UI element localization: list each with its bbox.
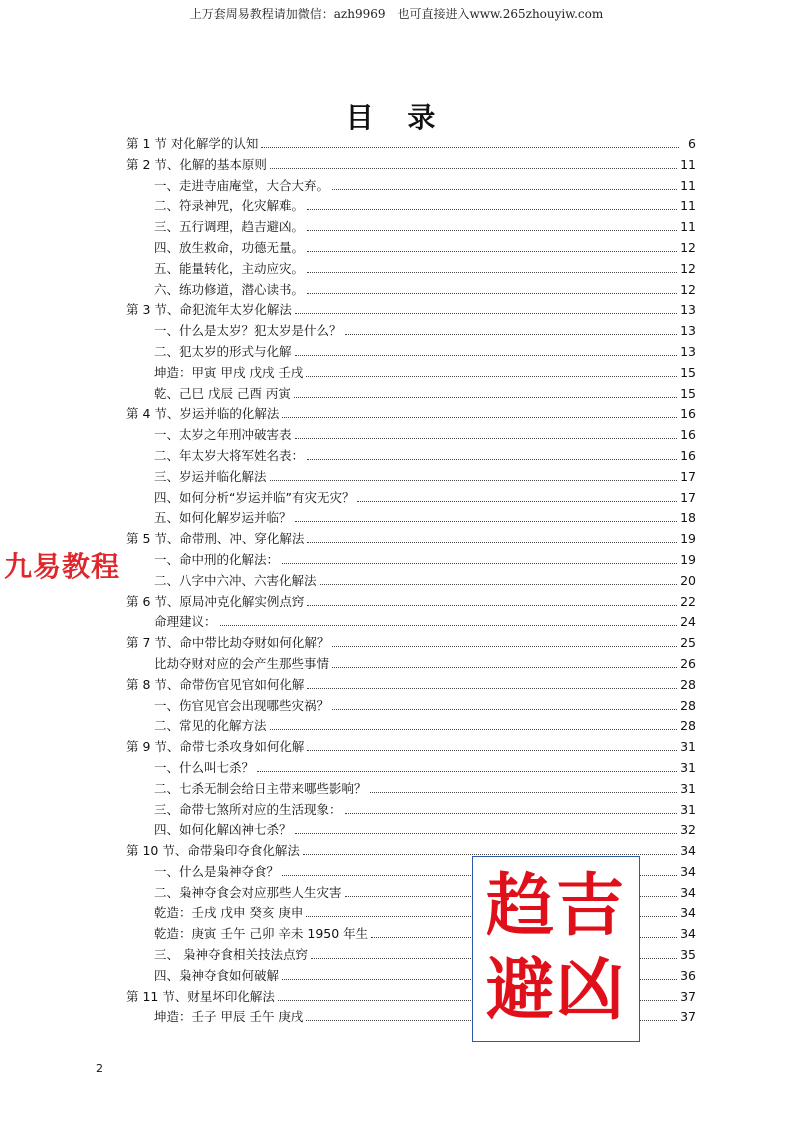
- toc-entry[interactable]: [126, 779, 696, 800]
- toc-entry-page: 13: [680, 302, 696, 318]
- toc-entry[interactable]: [126, 217, 696, 238]
- toc-entry-page: 19: [680, 551, 696, 567]
- dot-leader: [345, 333, 678, 335]
- toc-entry-title: 三、岁运并临化解法: [154, 468, 267, 484]
- toc-entry-title: 一、太岁之年刑冲破害表: [154, 427, 292, 443]
- toc-entry-title: 五、如何化解岁运并临？: [154, 510, 292, 526]
- toc-entry-title: 四、如何化解凶神七杀？: [154, 822, 292, 838]
- page-number: 2: [96, 1062, 103, 1075]
- toc-entry-page: 34: [680, 905, 696, 921]
- dot-leader: [332, 645, 677, 647]
- toc-entry[interactable]: [126, 280, 696, 301]
- toc-entry-title: 四、枭神夺食如何破解: [154, 967, 280, 983]
- dot-leader: [282, 416, 677, 418]
- toc-entry[interactable]: [126, 321, 696, 342]
- toc-entry-title: 二、常见的化解方法: [154, 718, 267, 734]
- toc-entry[interactable]: [126, 633, 696, 654]
- dot-leader: [307, 687, 677, 689]
- toc-entry-title: 二、符录神咒，化灾解难。: [154, 198, 305, 214]
- dot-leader: [307, 271, 677, 273]
- toc-entry-page: 31: [680, 780, 696, 796]
- toc-entry-title: 乾、己巳 戊辰 己酉 丙寅: [154, 385, 291, 401]
- toc-entry[interactable]: [126, 800, 696, 821]
- toc-entry-title: 第 5 节、命带刑、冲、穿化解法: [126, 531, 305, 547]
- watermark-logo: 九易教程: [4, 545, 120, 585]
- toc-entry[interactable]: [126, 696, 696, 717]
- toc-entry[interactable]: [126, 384, 696, 405]
- toc-entry[interactable]: [126, 716, 696, 737]
- toc-entry-title: 一、什么是太岁？犯太岁是什么？: [154, 323, 342, 339]
- toc-entry-page: 15: [680, 364, 696, 380]
- toc-entry[interactable]: [126, 259, 696, 280]
- toc-entry-page: 13: [680, 343, 696, 359]
- toc-entry[interactable]: [126, 612, 696, 633]
- dot-leader: [307, 229, 677, 231]
- toc-entry-title: 五、能量转化，主动应灾。: [154, 260, 305, 276]
- toc-entry-page: 28: [680, 718, 696, 734]
- dot-leader: [307, 292, 677, 294]
- toc-entry-page: 18: [680, 510, 696, 526]
- stamp-line-2: 避凶: [485, 951, 626, 1030]
- dot-leader: [295, 437, 678, 439]
- toc-entry-page: 28: [680, 697, 696, 713]
- dot-leader: [345, 812, 678, 814]
- toc-entry-title: 第 2 节、化解的基本原则: [126, 156, 267, 172]
- dot-leader: [307, 749, 677, 751]
- dot-leader: [295, 832, 678, 834]
- toc-entry-page: 15: [680, 385, 696, 401]
- toc-entry-page: 16: [680, 447, 696, 463]
- dot-leader: [295, 354, 678, 356]
- dot-leader: [332, 188, 677, 190]
- dot-leader: [307, 541, 677, 543]
- toc-entry-page: 26: [680, 655, 696, 671]
- toc-entry[interactable]: [126, 176, 696, 197]
- toc-entry-title: 六、练功修道，潜心读书。: [154, 281, 305, 297]
- toc-entry-page: 6: [688, 136, 696, 151]
- toc-entry-page: 22: [680, 593, 696, 609]
- dot-leader: [332, 708, 677, 710]
- toc-entry-title: 一、什么叫七杀？: [154, 759, 255, 775]
- toc-entry-title: 第 6 节、原局冲克化解实例点窍: [126, 593, 305, 609]
- toc-entry[interactable]: [126, 529, 696, 550]
- toc-entry[interactable]: [126, 363, 696, 384]
- toc-entry-page: 11: [680, 156, 696, 172]
- dot-leader: [307, 458, 677, 460]
- toc-entry-page: 36: [680, 967, 696, 983]
- dot-leader: [303, 853, 677, 855]
- toc-entry-page: 25: [680, 635, 696, 651]
- toc-entry-page: 11: [680, 177, 696, 193]
- toc-entry-page: 34: [680, 884, 696, 900]
- toc-entry-page: 37: [680, 988, 696, 1004]
- toc-entry[interactable]: [126, 508, 696, 529]
- toc-entry-title: 乾造：壬戌 戊申 癸亥 庚申: [154, 905, 304, 921]
- toc-entry-title: 乾造：庚寅 壬午 己卯 辛未 1950 年生: [154, 926, 369, 942]
- toc-entry[interactable]: [126, 820, 696, 841]
- toc-entry-title: 二、年太岁大将军姓名表：: [154, 447, 305, 463]
- dot-leader: [282, 562, 677, 564]
- toc-entry-title: 四、如何分析“岁运并临”有灾无灾？: [154, 489, 355, 505]
- toc-entry-page: 17: [680, 468, 696, 484]
- toc-entry-title: 第 8 节、命带伤官见官如何化解: [126, 676, 305, 692]
- dot-leader: [307, 604, 677, 606]
- toc-entry-page: 34: [680, 843, 696, 859]
- toc-entry-page: 20: [680, 572, 696, 588]
- toc-entry-title: 二、七杀无制会给日主带来哪些影响？: [154, 780, 367, 796]
- toc-entry[interactable]: [126, 654, 696, 675]
- toc-entry-title: 命理建议：: [154, 614, 217, 630]
- dot-leader: [295, 520, 678, 522]
- toc-entry[interactable]: [126, 446, 696, 467]
- toc-entry-title: 二、犯太岁的形式与化解: [154, 343, 292, 359]
- toc-entry-title: 坤造：壬子 甲辰 壬午 庚戌: [154, 1009, 304, 1025]
- toc-entry[interactable]: [126, 134, 696, 155]
- toc-entry-title: 第 10 节、命带枭印夺食化解法: [126, 843, 300, 859]
- toc-entry-page: 19: [680, 531, 696, 547]
- toc-entry[interactable]: [126, 488, 696, 509]
- toc-entry-page: 34: [680, 926, 696, 942]
- toc-entry[interactable]: [126, 155, 696, 176]
- toc-entry-title: 三、 枭神夺食相关技法点窍: [154, 947, 308, 963]
- toc-entry[interactable]: [126, 571, 696, 592]
- toc-entry-title: 坤造：甲寅 甲戌 戊戌 壬戌: [154, 364, 304, 380]
- toc-entry[interactable]: [126, 550, 696, 571]
- dot-leader: [295, 312, 677, 314]
- toc-entry-title: 三、命带七煞所对应的生活现象：: [154, 801, 342, 817]
- dot-leader: [306, 375, 677, 377]
- toc-entry-page: 16: [680, 406, 696, 422]
- toc-entry-page: 37: [680, 1009, 696, 1025]
- toc-entry-page: 31: [680, 759, 696, 775]
- toc-entry-title: 一、什么是枭神夺食？: [154, 863, 280, 879]
- toc-entry[interactable]: [126, 238, 696, 259]
- toc-entry-title: 四、放生救命，功德无量。: [154, 239, 305, 255]
- toc-entry[interactable]: [126, 737, 696, 758]
- dot-leader: [357, 500, 677, 502]
- toc-entry-page: 11: [680, 198, 696, 214]
- dot-leader: [307, 250, 677, 252]
- toc-entry-page: 11: [680, 219, 696, 235]
- toc-entry-title: 一、命中刑的化解法：: [154, 551, 280, 567]
- dot-leader: [257, 770, 677, 772]
- toc-entry-title: 第 3 节、命犯流年太岁化解法: [126, 302, 292, 318]
- toc-entry[interactable]: [126, 592, 696, 613]
- toc-entry-page: 12: [680, 239, 696, 255]
- page-header: 上万套周易教程请加微信：azh9969 也可直接进入www.265zhouyiw.com: [189, 7, 604, 21]
- toc-entry-page: 12: [680, 260, 696, 276]
- dot-leader: [294, 396, 677, 398]
- toc-entry-page: 31: [680, 801, 696, 817]
- dot-leader: [220, 624, 678, 626]
- red-stamp: [472, 856, 640, 1042]
- toc-entry-title: 第 9 节、命带七杀攻身如何化解: [126, 739, 305, 755]
- toc-entry[interactable]: [126, 758, 696, 779]
- toc-entry-title: 第 11 节、财星坏印化解法: [126, 988, 275, 1004]
- toc-entry-page: 32: [680, 822, 696, 838]
- toc-entry-title: 三、五行调理，趋吉避凶。: [154, 219, 305, 235]
- toc-entry[interactable]: [126, 675, 696, 696]
- toc-entry-title: 第 7 节、命中带比劫夺财如何化解？: [126, 635, 330, 651]
- dot-leader: [320, 583, 678, 585]
- toc-entry-page: 35: [680, 947, 696, 963]
- toc-entry-title: 第 1 节 对化解学的认知: [126, 136, 259, 151]
- toc-entry-title: 二、枭神夺食会对应那些人生灾害: [154, 884, 342, 900]
- toc-entry-page: 17: [680, 489, 696, 505]
- toc-entry-page: 31: [680, 739, 696, 755]
- toc-entry[interactable]: [126, 342, 696, 363]
- dot-leader: [370, 791, 678, 793]
- toc-entry-page: 12: [680, 281, 696, 297]
- dot-leader: [270, 167, 677, 169]
- toc-entry-title: 第 4 节、岁运并临的化解法: [126, 406, 280, 422]
- page-title: 目 录: [345, 101, 448, 134]
- toc-entry-page: 34: [680, 863, 696, 879]
- toc-entry[interactable]: [126, 404, 696, 425]
- dot-leader: [332, 666, 677, 668]
- toc-entry-title: 一、伤官见官会出现哪些灾祸？: [154, 697, 330, 713]
- dot-leader: [270, 479, 678, 481]
- toc-entry[interactable]: [126, 467, 696, 488]
- toc-entry-page: 16: [680, 427, 696, 443]
- stamp-line-1: 趋吉: [485, 867, 626, 946]
- toc-entry[interactable]: [126, 196, 696, 217]
- toc-entry-page: 24: [680, 614, 696, 630]
- dot-leader: [261, 146, 679, 148]
- toc-entry-title: 比劫夺财对应的会产生那些事情: [154, 655, 330, 671]
- dot-leader: [270, 728, 678, 730]
- toc-entry-page: 13: [680, 323, 696, 339]
- toc-entry-page: 28: [680, 676, 696, 692]
- toc-entry-title: 一、走进寺庙庵堂，大合大弃。: [154, 177, 330, 193]
- toc-entry[interactable]: [126, 300, 696, 321]
- toc-entry[interactable]: [126, 425, 696, 446]
- dot-leader: [307, 208, 677, 210]
- toc-entry-title: 二、八字中六冲、六害化解法: [154, 572, 317, 588]
